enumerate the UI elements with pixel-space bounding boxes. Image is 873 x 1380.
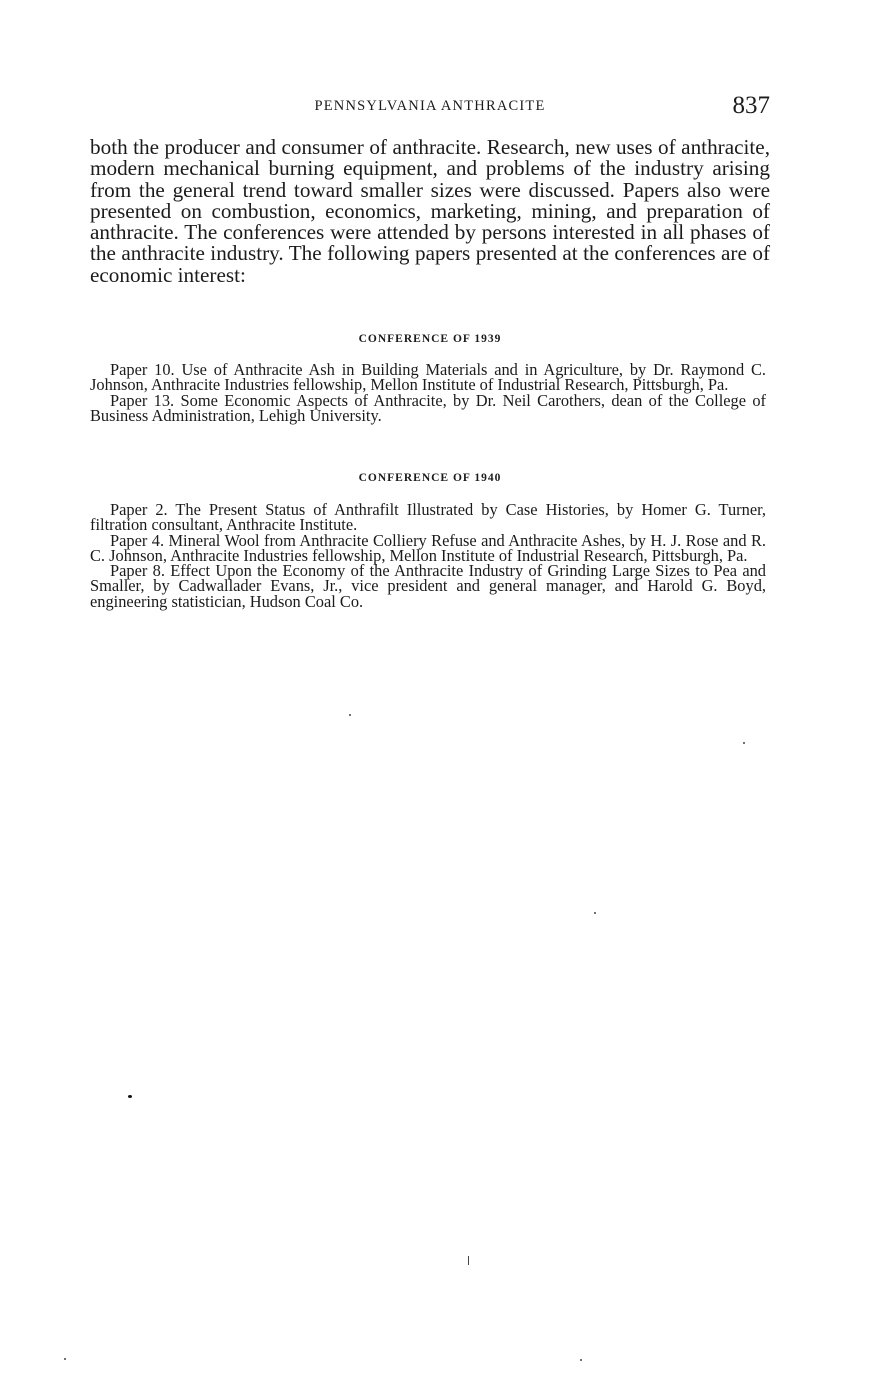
running-title: PENNSYLVANIA ANTHRACITE: [314, 98, 546, 114]
scan-speck: [349, 714, 351, 716]
section-heading-1939: CONFERENCE OF 1939: [358, 333, 502, 345]
scan-speck: [128, 1095, 132, 1098]
page-number: 837: [732, 92, 770, 119]
paper-item: Paper 13. Some Economic Aspects of Anthracite, by Dr. Neil Carothers, dean of the College of Business Administration, Lehigh University.: [90, 390, 766, 425]
scan-speck: [64, 1358, 66, 1360]
paper-item: Paper 2. The Present Status of Anthrafilt Illustrated by Case Histories, by Homer G. Turner, filtration consultant, Anthracite Institute.: [90, 500, 766, 535]
paper-item: Paper 8. Effect Upon the Economy of the Anthracite Industry of Grinding Large Sizes to Pea and Smaller, by Cadwallader Evans, Jr., vice president and general manager, and Harold G. Boyd, engineering statistician, Hudson Coal Co.: [90, 561, 766, 611]
scan-speck: [580, 1359, 582, 1361]
paper-list-1939: [90, 362, 766, 423]
scan-speck: [594, 912, 596, 914]
paper-item: Paper 10. Use of Anthracite Ash in Building Materials and in Agriculture, by Dr. Raymond C. Johnson, Anthracite Industries fellowship, Mellon Institute of Industrial Research, Pittsburgh, Pa.: [90, 360, 766, 395]
section-heading-1940: CONFERENCE OF 1940: [358, 472, 502, 484]
running-head: [90, 92, 770, 122]
scan-speck: [743, 742, 745, 744]
scan-speck: [468, 1256, 469, 1265]
paper-list-1940: [90, 502, 766, 609]
paper-item: Paper 4. Mineral Wool from Anthracite Colliery Refuse and Anthracite Ashes, by H. J. Rose and R. C. Johnson, Anthracite Industries fellowship, Mellon Institute of Industrial Research, Pittsburgh, Pa.: [90, 530, 766, 565]
intro-paragraph: both the producer and consumer of anthracite. Research, new uses of anthracite, modern mechanical burning equipment, and problems of the industry arising from the general trend toward smaller sizes were discussed. Papers also were presented on combustion, economics, marketing, mining, and preparation of anthracite. The conferences were attended by persons interested in all phases of the anthracite industry. The following papers presented at the conferences are of economic interest:: [90, 135, 770, 287]
